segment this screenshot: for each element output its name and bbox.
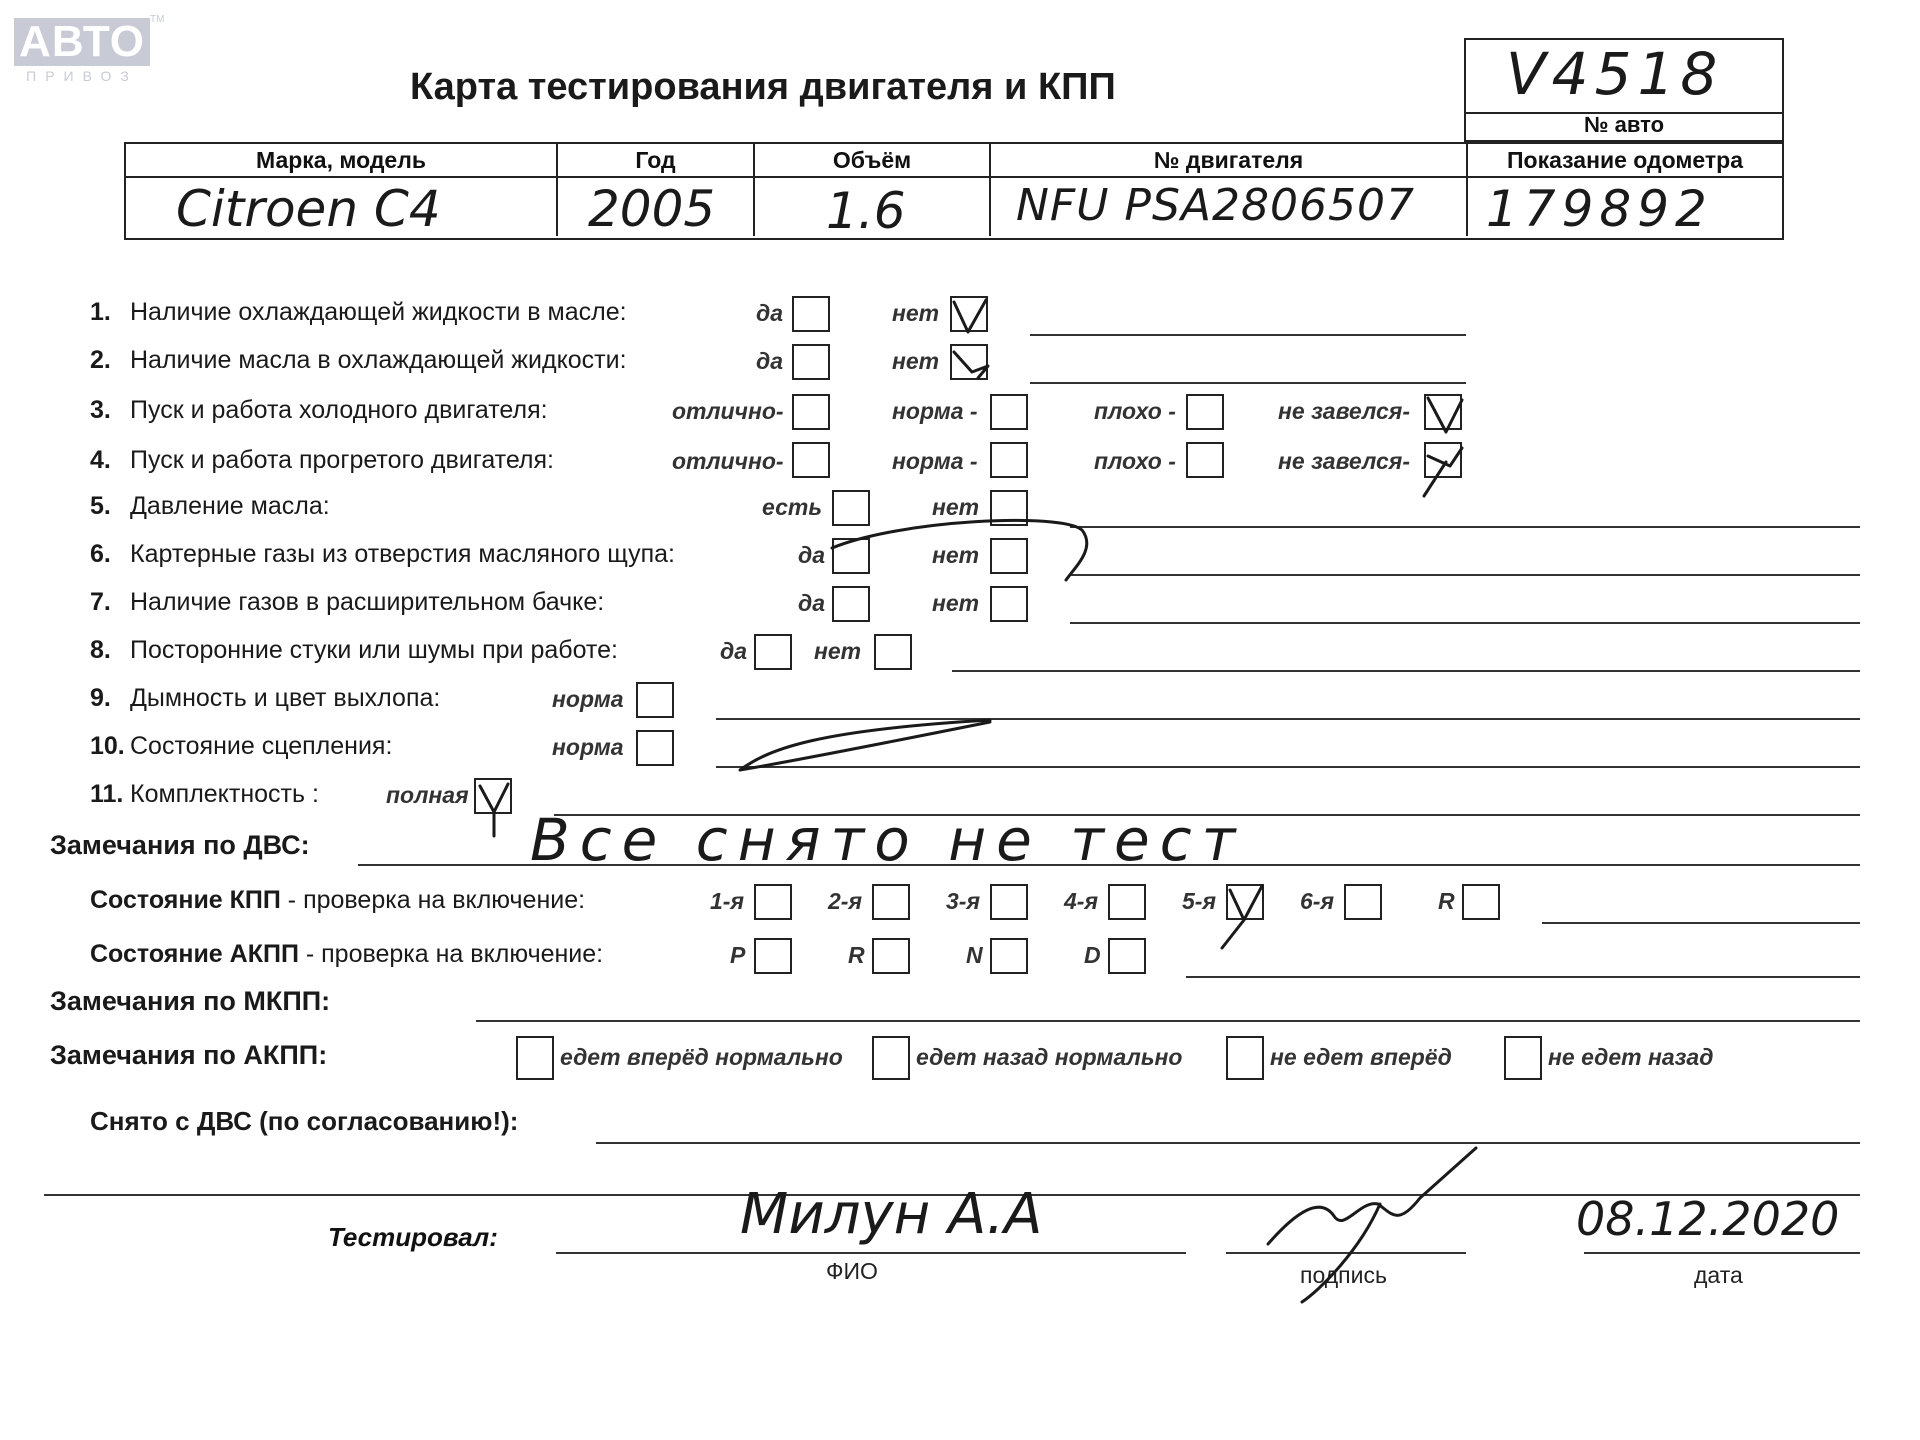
question-5: 5. Давление масла:	[90, 492, 330, 520]
engine-no-value: NFU PSA2806507	[1016, 180, 1415, 231]
signature-mark	[1268, 1148, 1476, 1302]
akpp-no-forward-label: не едет вперёд	[1270, 1044, 1452, 1070]
page-title: Карта тестирования двигателя и КПП	[410, 66, 1116, 108]
gear-6-label: 6-я	[1300, 888, 1334, 914]
question-9: 9. Дымность и цвет выхлопа:	[90, 684, 441, 712]
tested-label: Тестировал:	[328, 1222, 498, 1252]
gear-1-label: 1-я	[710, 888, 744, 914]
q1-opt-no: нет	[892, 300, 940, 326]
q3-opt-normal: норма -	[892, 398, 978, 424]
q4-opt-not-started: не завелся-	[1278, 448, 1410, 474]
q10-opt-normal: норма	[552, 734, 624, 760]
gear-4-label: 4-я	[1064, 888, 1098, 914]
logo: АВТО	[14, 18, 150, 66]
year-value: 2005	[588, 180, 716, 238]
q3-opt-bad: плохо -	[1094, 398, 1176, 424]
q6-pen-curve	[832, 520, 1087, 580]
col-volume: Объём	[755, 144, 991, 236]
logo-subtitle: ПРИВОЗ	[26, 68, 138, 84]
mode-r-label: R	[848, 942, 865, 968]
remarks-mkpp-label: Замечания по МКПП:	[50, 986, 331, 1016]
kpp-label: Состояние КПП - проверка на включение:	[90, 886, 586, 914]
q8-opt-no: нет	[814, 638, 862, 664]
removed-label: Снято с ДВС (по согласованию!):	[90, 1106, 519, 1136]
remarks-akpp-label: Замечания по АКПП:	[50, 1040, 328, 1070]
gear-2-label: 2-я	[828, 888, 862, 914]
q4-opt-normal: норма -	[892, 448, 978, 474]
akpp-backward-ok-label: едет назад нормально	[916, 1044, 1183, 1070]
gear-r-label: R	[1438, 888, 1455, 914]
question-4: 4. Пуск и работа прогретого двигателя:	[90, 446, 554, 474]
q4-opt-excellent: отлично-	[672, 448, 784, 474]
gear-3-label: 3-я	[946, 888, 980, 914]
gear-5-checkmark	[1222, 886, 1262, 948]
signature-label: подпись	[1300, 1262, 1387, 1288]
q1-opt-yes: да	[756, 300, 784, 326]
mode-d-label: D	[1084, 942, 1101, 968]
q7-opt-yes: да	[798, 590, 826, 616]
q9-opt-normal: норма	[552, 686, 624, 712]
question-7: 7. Наличие газов в расширительном бачке:	[90, 588, 605, 616]
mode-n-label: N	[966, 942, 983, 968]
q3-opt-not-started: не завелся-	[1278, 398, 1410, 424]
question-3: 3. Пуск и работа холодного двигателя:	[90, 396, 548, 424]
question-1: 1. Наличие охлаждающей жидкости в масле:	[90, 298, 627, 326]
remarks-engine-label: Замечания по ДВС:	[50, 830, 310, 860]
q5-opt-no: нет	[932, 494, 980, 520]
q2-opt-no: нет	[892, 348, 940, 374]
make-model-value: Citroen C4	[176, 180, 441, 238]
gear-5-label: 5-я	[1182, 888, 1216, 914]
fio-label: ФИО	[826, 1258, 878, 1284]
q2-no-checkmark	[954, 352, 988, 378]
q3-not-started-checkmark	[1428, 398, 1462, 432]
question-11: 11. Комплектность :	[90, 780, 319, 808]
odometer-value: 179892	[1486, 180, 1713, 238]
question-8: 8. Посторонние стуки или шумы при работе:	[90, 636, 618, 664]
q8-opt-yes: да	[720, 638, 748, 664]
question-6: 6. Картерные газы из отверстия масляного щупа:	[90, 540, 675, 568]
car-number-value: V4518	[1506, 40, 1724, 108]
akpp-no-backward-label: не едет назад	[1548, 1044, 1714, 1070]
q3-opt-excellent: отлично-	[672, 398, 784, 424]
q4-not-started-checkmark	[1424, 448, 1462, 496]
volume-value: 1.6	[826, 182, 906, 240]
col-odometer: Показание одометра	[1507, 147, 1743, 173]
col-engine-no: № двигателя	[991, 144, 1468, 236]
question-2: 2. Наличие масла в охлаждающей жидкости:	[90, 346, 627, 374]
fio-value: Милун А.А	[740, 1182, 1043, 1247]
remarks-engine-value: Все снято не тест	[530, 806, 1246, 874]
logo-trademark: TM	[150, 14, 165, 25]
date-label: дата	[1694, 1262, 1743, 1288]
akpp-label: Состояние АКПП - проверка на включение:	[90, 940, 604, 968]
q4-opt-bad: плохо -	[1094, 448, 1176, 474]
question-10: 10. Состояние сцепления:	[90, 732, 393, 760]
q5-opt-present: есть	[762, 494, 822, 520]
q10-pen-stroke	[740, 720, 990, 770]
col-year: Год	[558, 144, 755, 236]
date-value: 08.12.2020	[1576, 1192, 1840, 1246]
car-number-label: № авто	[1583, 112, 1665, 137]
mode-p-label: P	[730, 942, 746, 968]
q7-opt-no: нет	[932, 590, 980, 616]
akpp-forward-ok-label: едет вперёд нормально	[560, 1044, 843, 1070]
q6-opt-yes: да	[798, 542, 826, 568]
q6-opt-no: нет	[932, 542, 980, 568]
q11-opt-full: полная	[386, 782, 469, 808]
q2-opt-yes: да	[756, 348, 784, 374]
q1-no-checkmark	[954, 300, 986, 332]
q11-full-checkmark	[480, 784, 508, 836]
col-make-model: Марка, модель	[126, 144, 558, 236]
